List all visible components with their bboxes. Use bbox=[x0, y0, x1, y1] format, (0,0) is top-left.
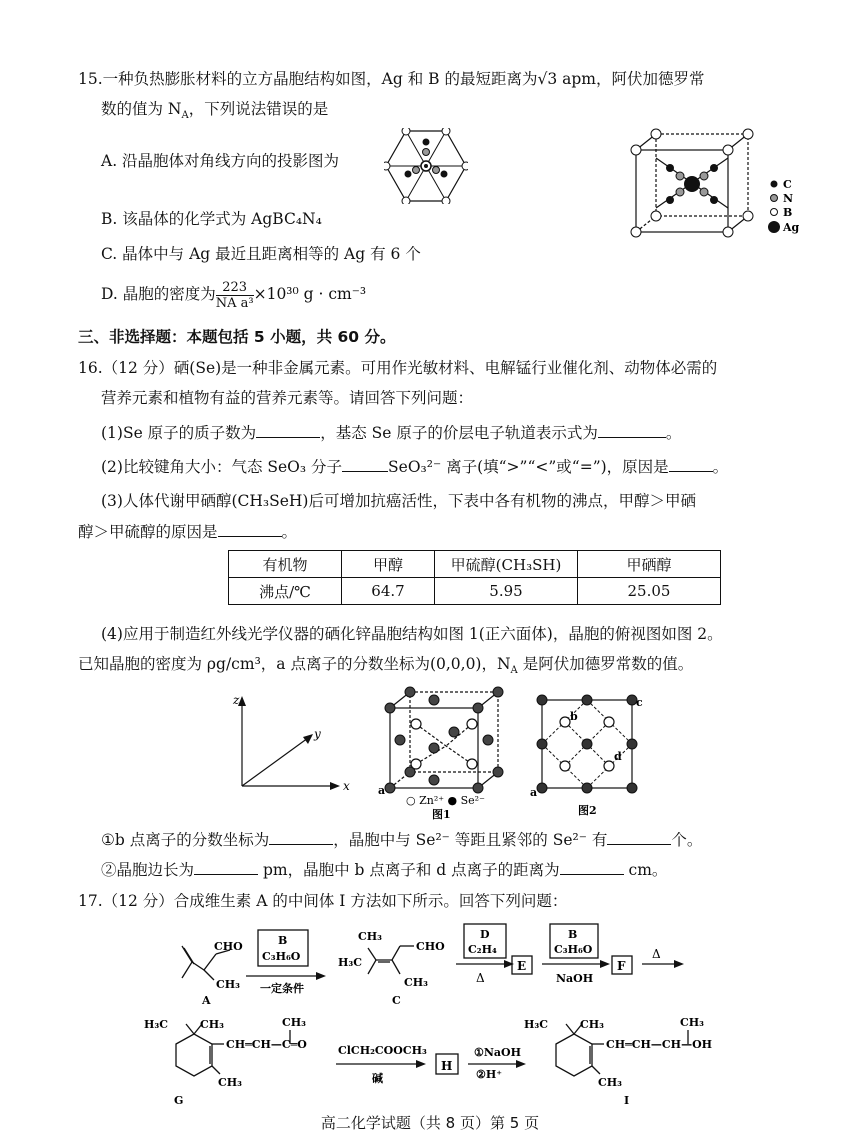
svg-text:E: E bbox=[517, 959, 527, 973]
svg-text:A: A bbox=[202, 994, 211, 1007]
svg-text:x: x bbox=[343, 779, 350, 793]
svg-text:CH═CH—C═O: CH═CH—C═O bbox=[226, 1038, 307, 1051]
svg-text:①NaOH: ①NaOH bbox=[474, 1046, 522, 1059]
svg-text:D: D bbox=[480, 928, 490, 941]
svg-text:CH₃: CH₃ bbox=[218, 1076, 242, 1089]
svg-text:CH₃: CH₃ bbox=[598, 1076, 622, 1089]
svg-text:②H⁺: ②H⁺ bbox=[476, 1068, 503, 1081]
q16-subpart-1: ①b 点离子的分数坐标为 ，晶胞中与 Se²⁻ 等距且紧邻的 Se²⁻ 有 个。 bbox=[101, 828, 702, 851]
svg-text:H: H bbox=[441, 1059, 453, 1073]
q15-line1: 15.一种负热膨胀材料的立方晶胞结构如图，Ag 和 B 的最短距离为√3 apm，阿伏加德罗常 bbox=[78, 70, 705, 88]
svg-text:CHO: CHO bbox=[214, 940, 243, 953]
q16-part4-line2: 已知晶胞的密度为 ρg/cm³，a 点离子的分数坐标为(0,0,0)，$N_A$ 是阿伏加德罗常数的值。 bbox=[78, 655, 694, 677]
q16-line1: 16.（12 分）硒(Se)是一种非金属元素。可用作光敏材料、电解锰行业催化剂、动物体必需的 bbox=[78, 359, 718, 377]
section-title: 三、非选择题：本题包括 5 小题，共 60 分。 bbox=[78, 328, 396, 346]
svg-text:NaOH: NaOH bbox=[556, 972, 594, 985]
legend-ag: Ag bbox=[783, 221, 800, 234]
svg-text:G: G bbox=[174, 1094, 184, 1107]
svg-text:a: a bbox=[378, 784, 386, 797]
svg-text:C: C bbox=[392, 994, 401, 1007]
svg-text:H₃C: H₃C bbox=[338, 956, 362, 969]
svg-text:y: y bbox=[314, 727, 321, 741]
zinc-selenide-top-view-figure-2 bbox=[528, 690, 648, 818]
svg-text:ClCH₂COOCH₃: ClCH₂COOCH₃ bbox=[338, 1044, 427, 1057]
svg-text:Δ: Δ bbox=[476, 971, 485, 985]
legend-c: C bbox=[783, 178, 792, 191]
table-header-row: 有机物 甲醇 甲硫醇(CH₃SH) 甲硒醇 bbox=[229, 551, 721, 578]
q16-part1: (1)Se 原子的质子数为 ，基态 Se 原子的价层电子轨道表示式为 。 bbox=[101, 421, 681, 444]
page-footer: 高二化学试题（共 8 页）第 5 页 bbox=[320, 1114, 540, 1132]
q16-line2: 营养元素和植物有益的营养元素等。请回答下列问题： bbox=[101, 389, 474, 407]
svg-text:碱: 碱 bbox=[372, 1072, 383, 1085]
zinc-selenide-cell-figure-1 bbox=[376, 686, 516, 820]
svg-text:C₃H₆O: C₃H₆O bbox=[262, 950, 301, 963]
q16-part3-line1: (3)人体代谢甲硒醇(CH₃SeH)后可增加抗癌活性，下表中各有机物的沸点，甲醇＞甲硒 bbox=[101, 492, 696, 510]
svg-text:一定条件: 一定条件 bbox=[260, 982, 304, 995]
q15-option-a: A. 沿晶胞体对角线方向的投影图为 bbox=[101, 152, 340, 170]
svg-text:图2: 图2 bbox=[578, 804, 597, 817]
q16-part2: (2)比较键角大小：气态 SeO₃ 分子 SeO₃²⁻ 离子(填“>”“<”或“=”)，原因是 。 bbox=[101, 455, 728, 478]
svg-text:CH═CH—CH—OH: CH═CH—CH—OH bbox=[606, 1038, 713, 1051]
q16-part3-line2: 醇＞甲硫醇的原因是 。 bbox=[78, 520, 297, 543]
svg-text:H₃C: H₃C bbox=[524, 1018, 548, 1031]
svg-text:z: z bbox=[233, 693, 240, 707]
svg-text:CH₃: CH₃ bbox=[404, 976, 428, 989]
synthesis-route-row-1 bbox=[170, 920, 690, 1010]
svg-text:C₃H₆O: C₃H₆O bbox=[554, 943, 593, 956]
coordinate-axes-figure bbox=[228, 690, 358, 800]
boiling-point-table bbox=[228, 550, 721, 605]
svg-text:b: b bbox=[570, 710, 578, 723]
svg-text:CH₃: CH₃ bbox=[358, 930, 382, 943]
legend-n: N bbox=[783, 192, 794, 205]
svg-text:a: a bbox=[530, 786, 538, 799]
svg-text:图1: 图1 bbox=[432, 808, 451, 820]
q15-option-b: B. 该晶体的化学式为 AgBC₄N₄ bbox=[101, 210, 322, 228]
q15-crystal-cell-figure bbox=[626, 128, 816, 240]
synthesis-route-row-2 bbox=[140, 1012, 780, 1112]
svg-text:d: d bbox=[614, 750, 622, 763]
svg-text:CH₃: CH₃ bbox=[680, 1016, 704, 1029]
projection-hexagon-figure bbox=[384, 128, 468, 204]
q16-part4-line1: (4)应用于制造红外线光学仪器的硒化锌晶胞结构如图 1(正六面体)，晶胞的俯视图如图 2。 bbox=[101, 625, 723, 643]
q15-option-d: D. 晶胞的密度为 $\frac{223}{\text{NA a³}}$ ×10³⁰ g · cm⁻³ bbox=[101, 279, 367, 311]
svg-text:H₃C: H₃C bbox=[144, 1018, 168, 1031]
table-row: 沸点/℃ 64.7 5.95 25.05 bbox=[229, 578, 721, 605]
svg-text:F: F bbox=[617, 959, 626, 973]
svg-text:I: I bbox=[624, 1094, 630, 1107]
q16-subpart-2: ②晶胞边长为 pm，晶胞中 b 点离子和 d 点离子的距离为 cm。 bbox=[101, 858, 667, 881]
q15-line2: 数的值为 $N_A$，下列说法错误的是 bbox=[101, 100, 329, 122]
svg-text:Δ: Δ bbox=[652, 947, 661, 961]
svg-text:○ Zn²⁺ ● Se²⁻: ○ Zn²⁺ ● Se²⁻ bbox=[406, 794, 485, 807]
q15-option-c: C. 晶体中与 Ag 最近且距离相等的 Ag 有 6 个 bbox=[101, 245, 421, 263]
svg-text:c: c bbox=[636, 696, 643, 709]
legend-b: B bbox=[783, 206, 793, 219]
svg-text:CHO: CHO bbox=[416, 940, 445, 953]
svg-text:B: B bbox=[278, 934, 288, 947]
svg-text:B: B bbox=[568, 928, 578, 941]
svg-text:CH₃: CH₃ bbox=[580, 1018, 604, 1031]
q17-line1: 17.（12 分）合成维生素 A 的中间体 I 方法如下所示。回答下列问题： bbox=[78, 892, 568, 910]
svg-text:CH₃: CH₃ bbox=[200, 1018, 224, 1031]
svg-text:CH₃: CH₃ bbox=[216, 978, 240, 991]
svg-text:C₂H₄: C₂H₄ bbox=[468, 943, 497, 956]
svg-text:CH₃: CH₃ bbox=[282, 1016, 306, 1029]
